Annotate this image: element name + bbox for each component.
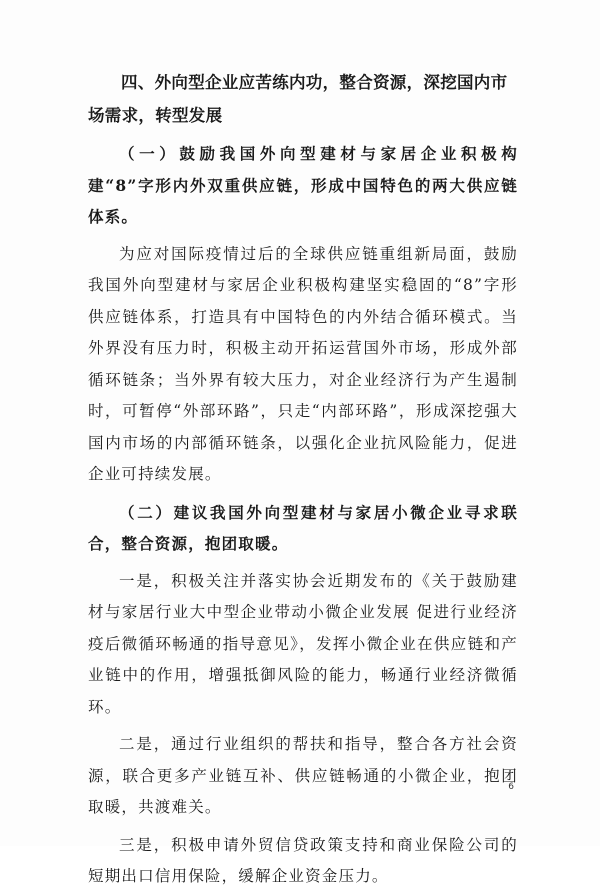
page-number: 6 <box>508 782 514 792</box>
subsection-2-title: （二）建议我国外向型建材与家居小微企业寻求联合，整合资源，抱团取暖。 <box>88 502 518 553</box>
document-body <box>88 66 518 893</box>
subsection-1-body: 为应对国际疫情过后的全球供应链重组新局面，鼓励我国外向型建材与家居企业积极构建坚实稳固的“8”字形供应链体系，打造具有中国特色的内外结合循环模式。当外界没有压力时，积极主动开拓运营国外市场，形成外部循环链条；当外界有较大压力，对企业经济行为产生遏制时，可暂停“外部环路”，只走“内部环路”，形成深挖强大国内市场的内部循环链条，以强化企业抗风险能力，促进企业可持续发展。 <box>88 244 518 483</box>
point-1: 一是，积极关注并落实协会近期发布的《关于鼓励建材与家居行业大中型企业带动小微企业发展 促进行业经济疫后微循环畅通的指导意见》，发挥小微企业在供应链和产业链中的作用，增强抵御风险的能力，畅通行业经济微循环。 <box>88 571 518 716</box>
subsection-1-title: （一）鼓励我国外向型建材与家居企业积极构建“8”字形内外双重供应链，形成中国特色的两大供应链体系。 <box>88 144 518 226</box>
point-2: 二是，通过行业组织的帮扶和指导，整合各方社会资源，联合更多产业链互补、供应链畅通的小微企业，抱团取暖，共渡难关。 <box>88 735 518 816</box>
section-title: 四、外向型企业应苦练内功，整合资源，深挖国内市场需求，转型发展 <box>88 73 508 125</box>
point-3: 三是，积极申请外贸信贷政策支持和商业保险公司的短期出口信用保险，缓解企业资金压力。 <box>88 835 518 885</box>
